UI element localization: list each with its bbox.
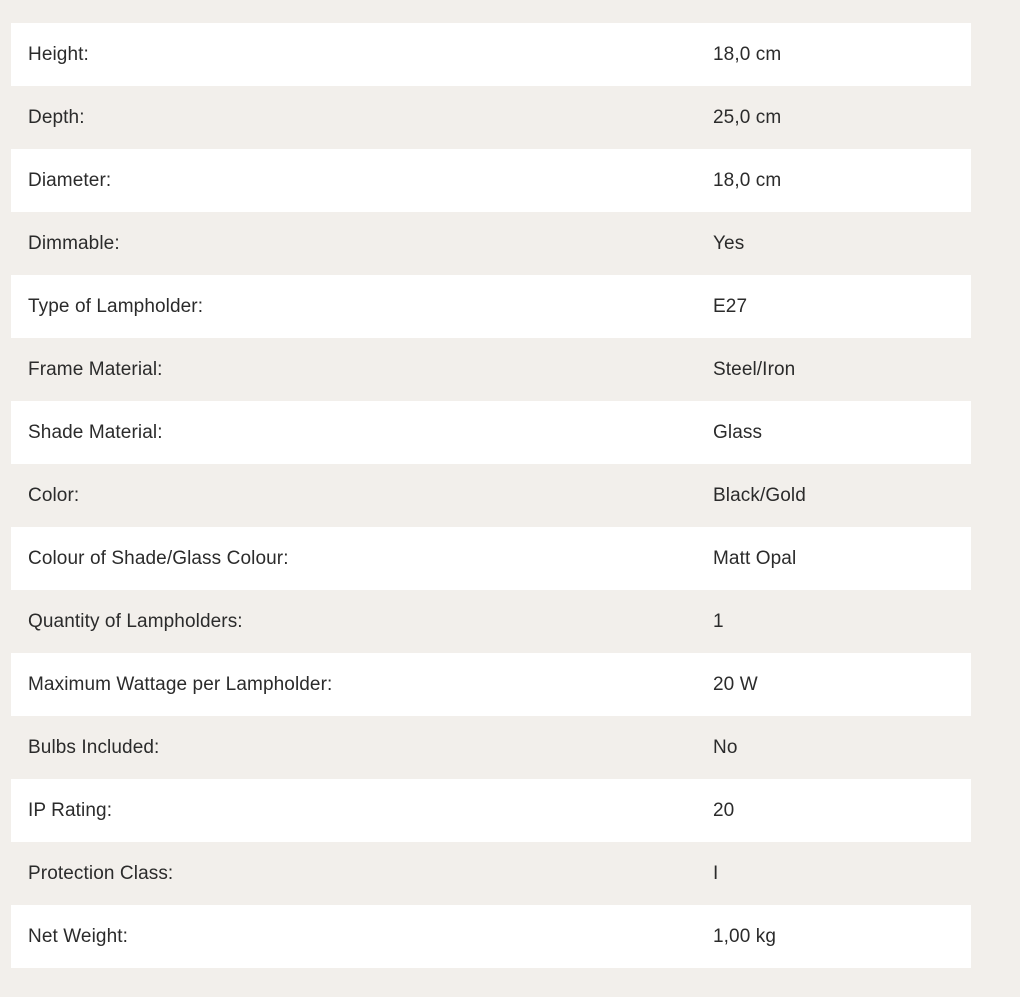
- spec-value: Matt Opal: [713, 547, 797, 569]
- spec-value: 18,0 cm: [713, 169, 782, 191]
- spec-row-lampholder-type: [11, 275, 971, 338]
- spec-row-dimmable: [11, 212, 971, 275]
- spec-row-bulbs-included: [11, 716, 971, 779]
- spec-value: 18,0 cm: [713, 43, 782, 65]
- spec-row-max-wattage: [11, 653, 971, 716]
- spec-label: Colour of Shade/Glass Colour:: [28, 547, 289, 569]
- spec-label: Quantity of Lampholders:: [28, 610, 243, 632]
- spec-row-protection-class: [11, 842, 971, 905]
- spec-label: Color:: [28, 484, 80, 506]
- spec-label: Protection Class:: [28, 862, 174, 884]
- spec-row-ip-rating: [11, 779, 971, 842]
- spec-value: 20: [713, 799, 735, 821]
- spec-label: Type of Lampholder:: [28, 295, 204, 317]
- spec-label: Net Weight:: [28, 925, 129, 947]
- spec-row-net-weight: [11, 905, 971, 968]
- spec-table: [11, 23, 971, 968]
- spec-label: Shade Material:: [28, 421, 163, 443]
- spec-value: I: [713, 862, 719, 884]
- spec-value: Black/Gold: [713, 484, 806, 506]
- spec-label: Bulbs Included:: [28, 736, 160, 758]
- spec-row-depth: [11, 86, 971, 149]
- spec-value: 1: [713, 610, 724, 632]
- spec-value: E27: [713, 295, 748, 317]
- spec-label: Height:: [28, 43, 89, 65]
- spec-row-color: [11, 464, 971, 527]
- spec-row-frame-material: [11, 338, 971, 401]
- spec-label: Dimmable:: [28, 232, 120, 254]
- spec-label: Depth:: [28, 106, 85, 128]
- spec-row-shade-colour: [11, 527, 971, 590]
- spec-row-lampholder-quantity: [11, 590, 971, 653]
- spec-label: IP Rating:: [28, 799, 113, 821]
- spec-value: 1,00 kg: [713, 925, 777, 947]
- spec-label: Diameter:: [28, 169, 112, 191]
- spec-label: Maximum Wattage per Lampholder:: [28, 673, 333, 695]
- spec-value: 25,0 cm: [713, 106, 782, 128]
- spec-value: No: [713, 736, 738, 758]
- spec-row-height: [11, 23, 971, 86]
- spec-value: Steel/Iron: [713, 358, 796, 380]
- spec-value: 20 W: [713, 673, 758, 695]
- spec-row-shade-material: [11, 401, 971, 464]
- spec-value: Glass: [713, 421, 763, 443]
- spec-row-diameter: [11, 149, 971, 212]
- spec-label: Frame Material:: [28, 358, 163, 380]
- spec-value: Yes: [713, 232, 745, 254]
